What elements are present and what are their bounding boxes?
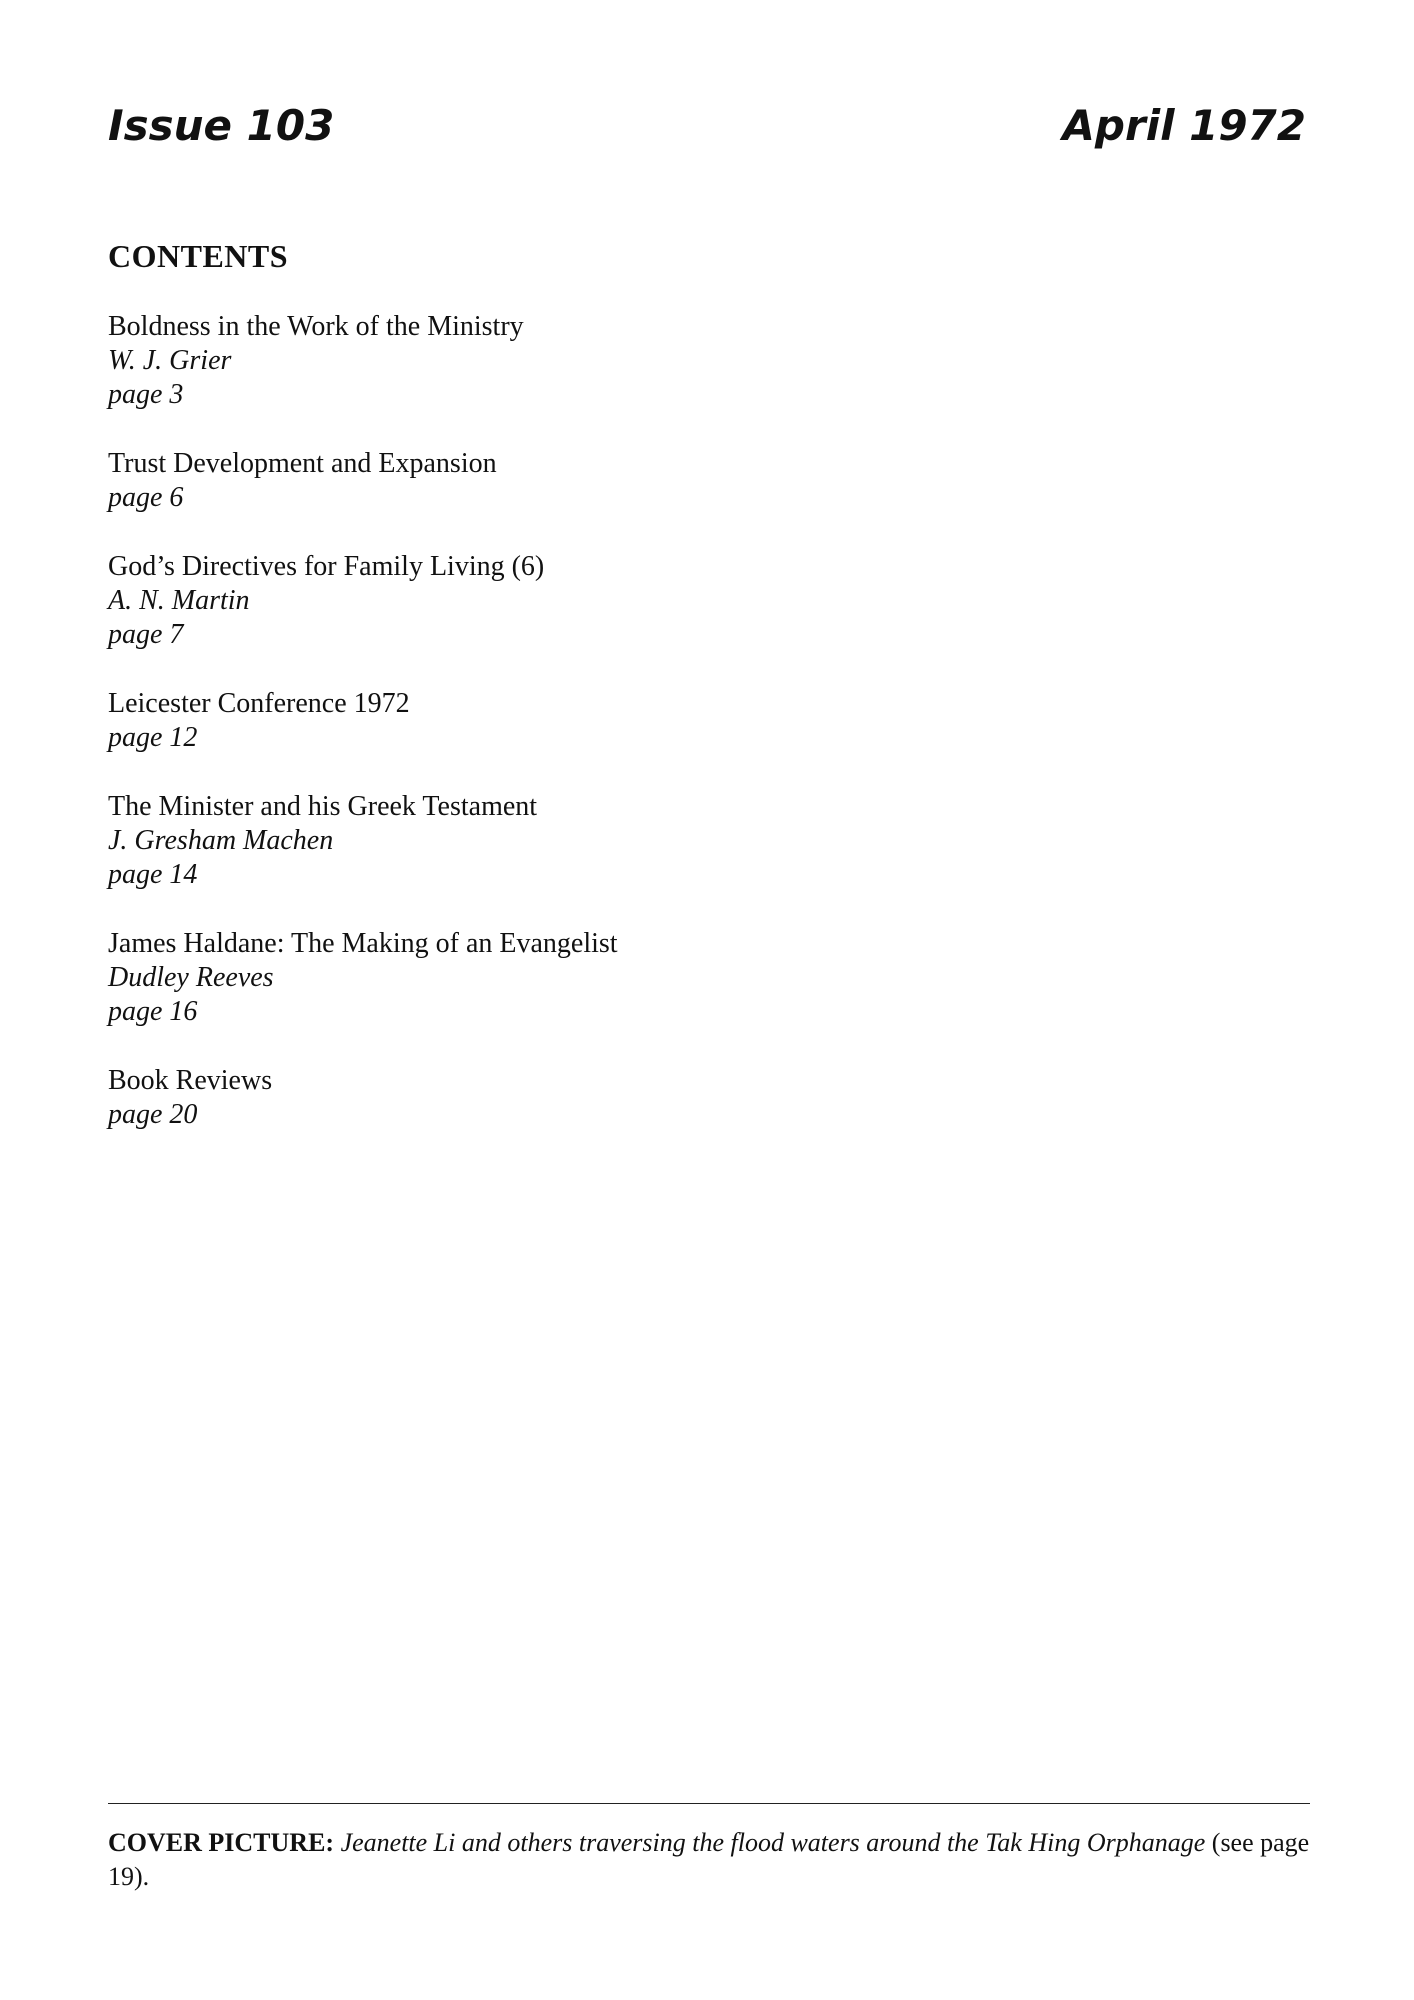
entry-page: page 6 <box>108 482 184 513</box>
entry-title: God’s Directives for Family Living (6) <box>108 551 545 582</box>
contents-heading: CONTENTS <box>108 238 289 274</box>
entry-page: page 12 <box>108 722 198 753</box>
entry-title: Leicester Conference 1972 <box>108 688 410 719</box>
entry-page: page 16 <box>108 996 198 1027</box>
cover-note-suffix: (see page 19). <box>108 1828 1310 1891</box>
issue-number: Issue 103 <box>108 101 335 150</box>
entry-page: page 3 <box>108 379 184 410</box>
toc-entry <box>108 310 1008 412</box>
footer-divider <box>108 1803 1310 1804</box>
table-of-contents <box>108 310 1008 1167</box>
toc-entry <box>108 447 1008 515</box>
toc-entry <box>108 790 1008 892</box>
page-header <box>108 96 1306 156</box>
entry-author: A. N. Martin <box>108 585 250 616</box>
entry-author: Dudley Reeves <box>108 962 274 993</box>
entry-title: James Haldane: The Making of an Evangelist <box>108 928 618 959</box>
cover-note-label: COVER PICTURE: <box>108 1828 335 1857</box>
toc-entry <box>108 927 1008 1029</box>
toc-entry <box>108 550 1008 652</box>
entry-title: The Minister and his Greek Testament <box>108 791 538 822</box>
entry-page: page 20 <box>108 1099 198 1130</box>
cover-picture-note <box>108 1826 1310 1894</box>
entry-title: Boldness in the Work of the Ministry <box>108 311 524 342</box>
toc-entry <box>108 687 1008 755</box>
cover-note-caption: Jeanette Li and others traversing the flood waters around the Tak Hing Orphanage <box>340 1828 1206 1857</box>
entry-author: W. J. Grier <box>108 345 232 376</box>
entry-author: J. Gresham Machen <box>108 825 334 856</box>
entry-title: Trust Development and Expansion <box>108 448 497 479</box>
entry-page: page 7 <box>108 619 184 650</box>
entry-page: page 14 <box>108 859 198 890</box>
toc-entry <box>108 1064 1008 1132</box>
entry-title: Book Reviews <box>108 1065 273 1096</box>
issue-date: April 1972 <box>1062 101 1306 150</box>
